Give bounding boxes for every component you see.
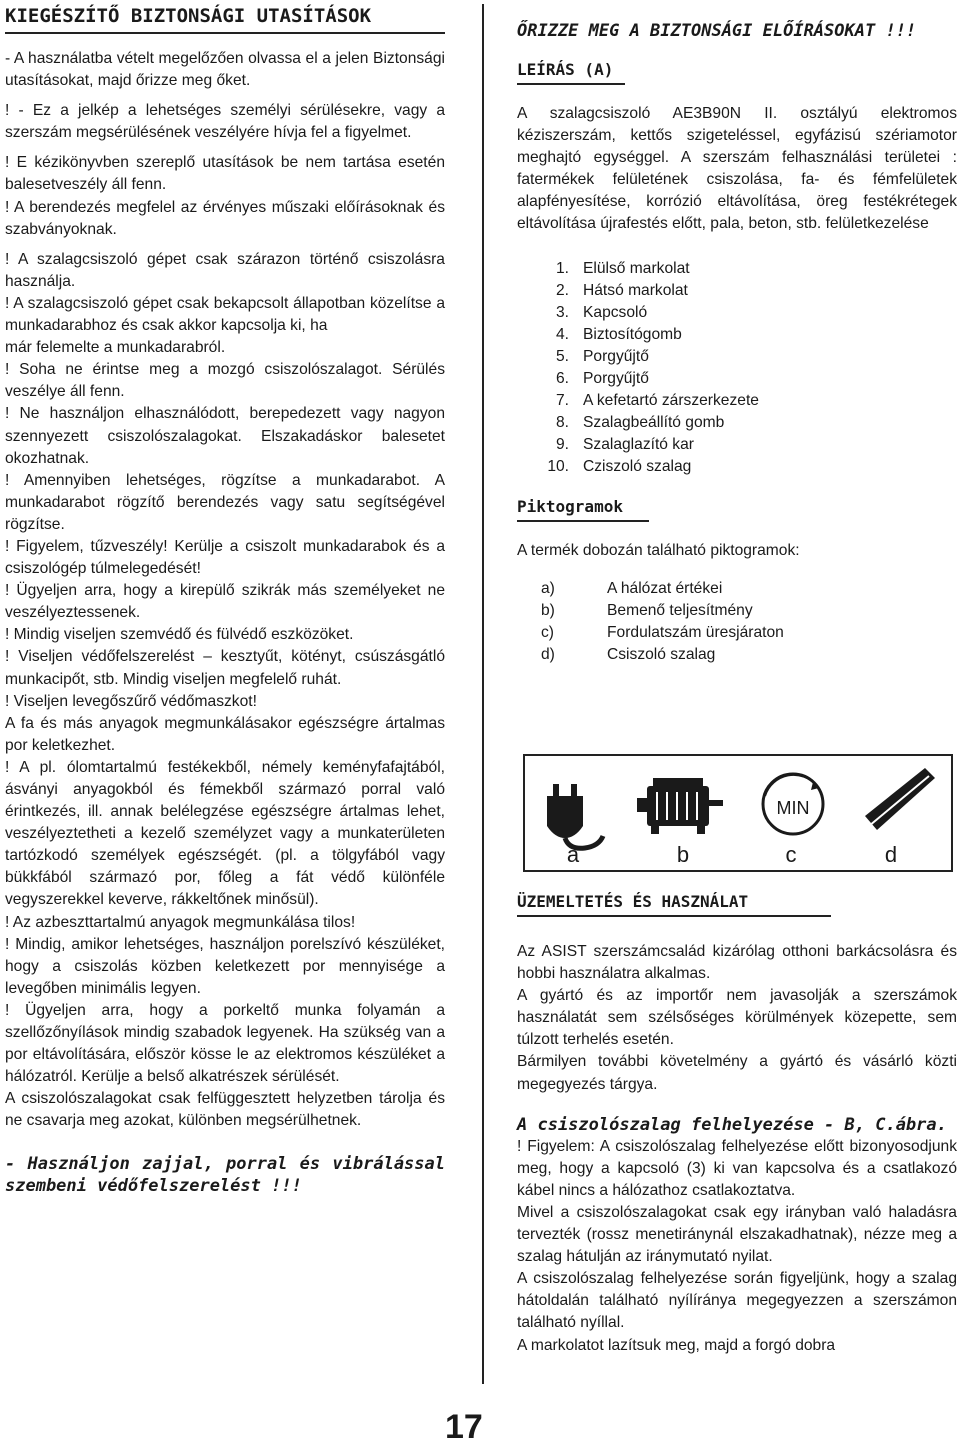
list-item: 7. A kefetartó zárszerkezete — [555, 392, 759, 410]
list-item: a) A hálózat értékei — [541, 579, 723, 597]
left-column — [5, 0, 445, 1197]
belt-mounting-heading: A csiszolószalag felhelyezése - B, C.ábra. — [517, 1114, 947, 1135]
paragraph: ! Mindig viseljen szemvédő és fülvédő eszközöket. — [5, 626, 354, 644]
list-item: 9. Szalaglazító kar — [555, 436, 694, 454]
list-item: d) Csiszoló szalag — [541, 645, 716, 663]
page-number: 17 — [445, 1408, 483, 1446]
final-warning: - Használjon zajjal, porral és vibrálással szembeni védőfelszerelést !!! — [5, 1153, 445, 1196]
sanding-belt-icon — [865, 768, 935, 830]
list-item: 3. Kapcsoló — [555, 303, 648, 321]
paragraph: ! Soha ne érintse meg a mozgó csiszolószalagot. Sérülés veszélye áll fenn. — [5, 361, 445, 401]
section-heading-operation: ÜZEMELTETÉS ÉS HASZNÁLAT — [517, 892, 831, 917]
pictogram-letter: b — [676, 842, 690, 867]
paragraph: ! Ügyeljen arra, hogy a kirepülő szikrák más személyeket ne veszélyeztessenek. — [5, 582, 445, 622]
list-item: c) Fordulatszám üresjáraton — [541, 623, 784, 641]
list-item: 1. Elülső markolat — [555, 259, 690, 277]
pictogram-list — [517, 578, 957, 666]
list-item: 2. Hátsó markolat — [555, 281, 688, 299]
pictogram-intro: A termék dobozán található piktogramok: — [517, 541, 800, 559]
section-heading-description: LEÍRÁS (A) — [517, 60, 625, 85]
paragraph: Az ASIST szerszámcsalád kizárólag otthoni barkácsolásra és hobbi használatra alkalmas. — [517, 943, 957, 983]
section-title-safety: KIEGÉSZÍTŐ BIZTONSÁGI UTASÍTÁSOK — [5, 5, 445, 34]
paragraph: már felemelte a munkadarabról. — [5, 339, 226, 357]
paragraph: A gyártó és az importőr nem javasolják a szerszámok használatát sem szélsőséges körülmények közepette, sem túlzott terhelés esetén. — [517, 987, 957, 1049]
paragraph: ! Ne használjon elhasználódott, berepedezett vagy nagyon szennyezett csiszolószalagokat. Elszakadáskor balesetet okozhatnak. — [5, 405, 445, 467]
paragraph: ! - Ez a jelkép a lehetséges személyi sérülésekre, vagy a szerszám megsérülésének veszélyére hívja fel a figyelmet. — [5, 102, 445, 142]
paragraph: A csiszolószalag felhelyezése során figyeljünk, hogy a szalag hátoldalán található nyílíránya megegyezzen a szerszámon található nyíllal. — [517, 1270, 957, 1332]
list-item: 6. Porgyűjtő — [555, 370, 649, 388]
paragraph: ! Mindig, amikor lehetséges, használjon porelszívó készüléket, hogy a csiszolás közben keletkezett por mennyisége a levegőben minimális legyen. — [5, 935, 445, 997]
paragraph: ! Figyelem, tűzveszély! Kerülje a csiszolt munkadarabok és a csiszológép túlmelegedését! — [5, 537, 445, 578]
pictogram-letter: a — [566, 842, 580, 867]
min-label: MIN — [776, 798, 810, 818]
paragraph: A fa és más anyagok megmunkálásakor egészségre ártalmas por keletkezhet. — [5, 714, 445, 754]
pictogram-letter: d — [884, 842, 898, 867]
paragraph: - A használatba vételt megelőzően olvassa el a jelen Biztonsági utasításokat, majd őrizze meg őket. — [5, 50, 445, 90]
paragraph: ! A berendezés megfelel az érvényes műszaki előírásoknak és szabványoknak. — [5, 198, 445, 238]
pictogram-letter: c — [785, 842, 797, 867]
list-item: 8. Szalagbeállító gomb — [555, 414, 725, 432]
paragraph: ! E kézikönyvben szereplő utasítások be nem tartása esetén balesetveszély áll fenn. — [5, 154, 445, 194]
list-item: 5. Porgyűjtő — [555, 347, 649, 365]
paragraph: A markolatot lazítsuk meg, majd a forgó dobra — [517, 1336, 836, 1354]
list-item: b) Bemenő teljesítmény — [541, 601, 753, 619]
right-column — [517, 0, 957, 666]
paragraph: ! Viseljen levegőszűrő védőmaszkot! — [5, 692, 257, 710]
right-column-lower — [517, 892, 957, 1357]
list-item: 10. Cziszoló szalag — [547, 458, 692, 476]
section-heading-pictograms: Piktogramok — [517, 497, 649, 522]
keep-instructions-title: ŐRIZZE MEG A BIZTONSÁGI ELŐÍRÁSOKAT !!! — [517, 21, 917, 41]
paragraph: ! Viseljen védőfelszerelést – kesztyűt, kötényt, csúszásgátló munkacipőt, stb. Mindig viseljen megfelelő ruhát. — [5, 648, 445, 688]
paragraph: Bármilyen további követelmény a gyártó és vásárló közti megegyezés tárgya. — [517, 1053, 957, 1093]
paragraph: Mivel a csiszolószalagokat csak egy irányban való haladásra tervezték (rossz menetiránynál elszakadhatnak), nézze meg a szalag hátulján az iránymutató nyilat. — [517, 1203, 957, 1266]
parts-list — [517, 258, 957, 479]
pictogram-panel — [523, 754, 953, 872]
column-divider — [482, 4, 484, 1384]
paragraph: ! Az azbeszttartalmú anyagok megmunkálása tilos! — [5, 913, 356, 931]
motor-icon — [637, 778, 723, 834]
plug-icon — [547, 784, 603, 848]
paragraph: ! Ügyeljen arra, hogy a porkeltő munka folyamán a szellőzőnyílások mindig szabadok legyenek. Ha szükség van a por eltávolítására, először kösse le az elektromos készüléket a hálózatról. Kerülje a belső alkatrészek sérülését. — [5, 1001, 445, 1086]
list-item: 4. Biztosítógomb — [555, 325, 682, 343]
paragraph: ! A szalagcsiszoló gépet csak szárazon történő csiszolásra használja. — [5, 250, 445, 290]
rpm-dial-icon — [763, 774, 823, 834]
paragraph: A csiszolószalagokat csak felfüggesztett helyzetben tárolja és ne csavarja meg azokat, különben megsérülhetnek. — [5, 1090, 445, 1130]
description-text: A szalagcsiszoló AE3B90N II. osztályú elektromos kéziszerszám, kettős szigeteléssel, egyfázisú szériamotor meghajtó egységgel. A szerszám felhasználási területei : fatermékek felületének csiszolása, fa- és fémfelületek alapfényesítése, korrózió eltávolítása, öreg festékrétegek eltávolítása újrafestés előtt, pala, beton, stb. felületkezelése — [517, 105, 957, 233]
paragraph: ! A pl. ólomtartalmú festékekből, némely keményfafajtából, ásványi anyagokból és fémekből származó porral való érintkezés, ill. annak belélegzése egészségre ártalmas lehet, veszélyeztetheti a kezelő személyzet vagy a munkaterületen tartózkodó személyek egészségét. (pl. a tölgyfából vagy bükkfából származó por, főleg a fát védő különféle vegyszerekkel keverve, rákkeltőnek minősül). — [5, 758, 445, 909]
paragraph: ! A szalagcsiszoló gépet csak bekapcsolt állapotban közelítse a munkadarabhoz és csak akkor kapcsolja ki, ha — [5, 294, 445, 335]
paragraph: ! Amennyiben lehetséges, rögzítse a munkadarabot. A munkadarabot rögzítő berendezés vagy satu segítségével rögzítse. — [5, 471, 445, 533]
paragraph: ! Figyelem: A csiszolószalag felhelyezése előtt bizonyosodjunk meg, hogy a kapcsoló (3) ki van kapcsolva és a csatlakozó kábel nincs a hálózathoz csatlakoztatva. — [517, 1137, 957, 1199]
